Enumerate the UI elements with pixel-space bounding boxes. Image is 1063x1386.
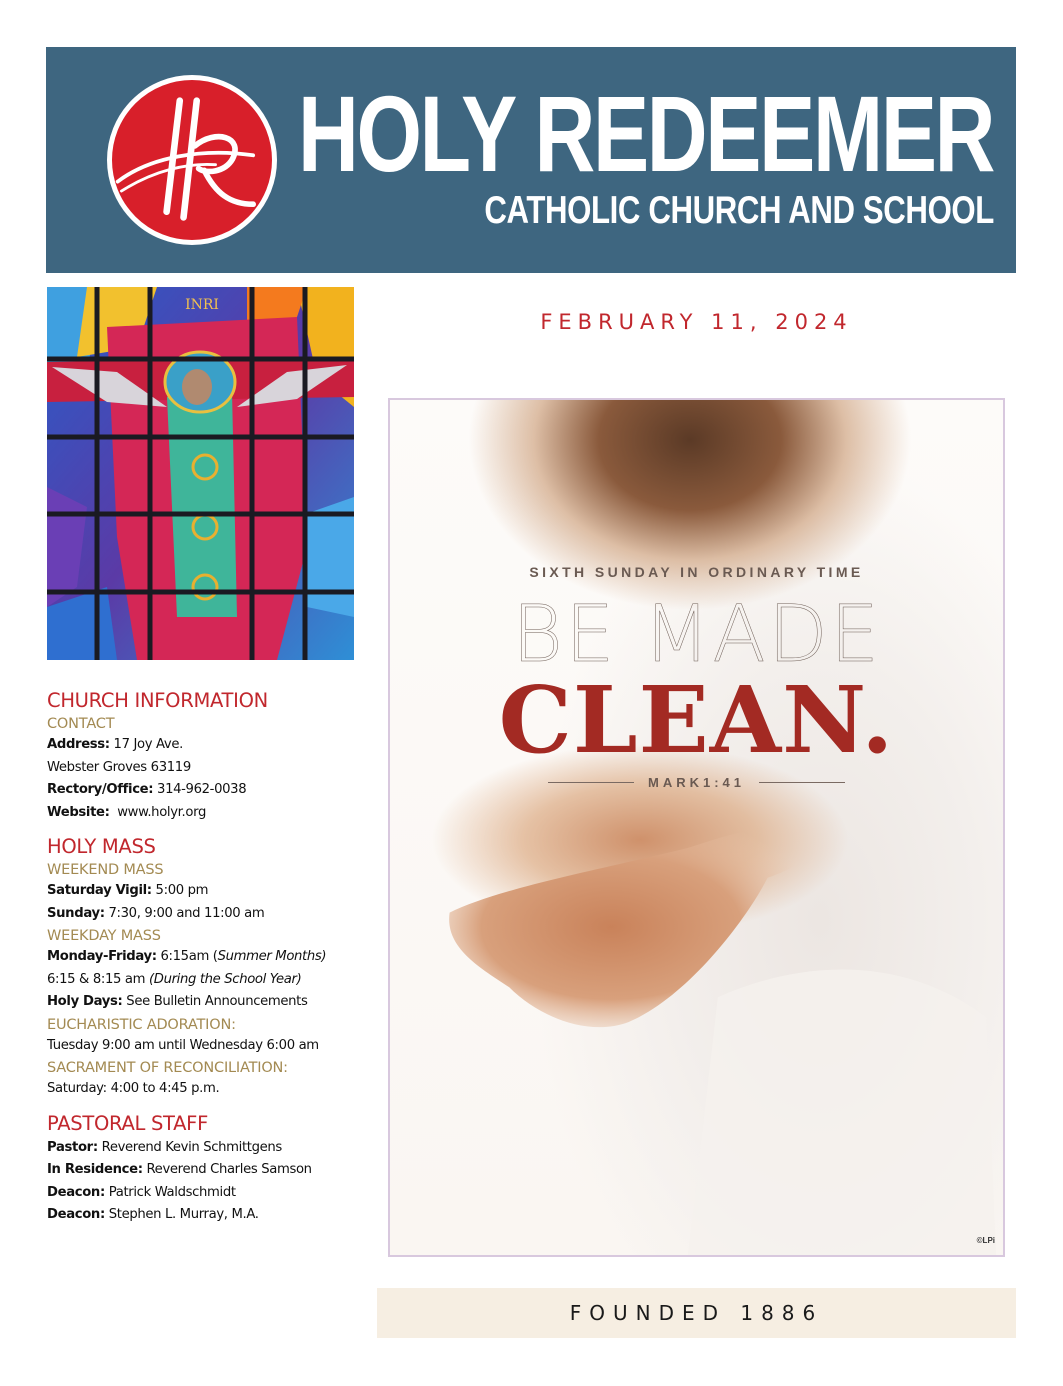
phone-value: 314-962-0038 bbox=[153, 782, 247, 797]
website-link[interactable]: www.holyr.org bbox=[109, 804, 206, 820]
reconciliation-subheading: SACRAMENT OF RECONCILIATION: bbox=[47, 1060, 288, 1076]
poster-scripture bbox=[390, 775, 1003, 790]
staff-role: Pastor: bbox=[47, 1139, 98, 1155]
staff-role: Deacon: bbox=[47, 1207, 105, 1222]
staff-role: In Residence: bbox=[47, 1162, 143, 1177]
crucifix-window-icon bbox=[47, 287, 354, 660]
saturday-time: 5:00 pm bbox=[151, 883, 209, 898]
staff-name: Patrick Waldschmidt bbox=[104, 1184, 236, 1200]
church-name: HOLY REDEEMER bbox=[298, 73, 994, 194]
saturday-label: Saturday Vigil: bbox=[47, 883, 152, 898]
staff-member bbox=[47, 1182, 367, 1205]
reconciliation-line: Saturday: 4:00 to 4:45 p.m. bbox=[47, 1081, 220, 1096]
bulletin-date: FEBRUARY 11, 2024 bbox=[540, 310, 853, 334]
staff-member bbox=[47, 1204, 367, 1227]
poster-credit: ©LPi bbox=[976, 1236, 995, 1245]
church-subtitle: CATHOLIC CHURCH AND SCHOOL bbox=[484, 189, 994, 232]
sunday-poster bbox=[388, 398, 1005, 1257]
address-label: Address: bbox=[47, 737, 110, 752]
outstretched-hand-icon bbox=[390, 400, 1003, 1255]
school-time: 6:15 & 8:15 am bbox=[47, 971, 149, 987]
poster-headline-bold: CLEAN. bbox=[498, 666, 895, 774]
school-year-line bbox=[47, 969, 367, 992]
staff-role: Deacon: bbox=[47, 1184, 105, 1200]
address-line bbox=[47, 734, 367, 757]
weekend-mass-subheading: WEEKEND MASS bbox=[47, 862, 164, 878]
stained-glass-image bbox=[47, 287, 354, 660]
holy-mass-heading: HOLY MASS bbox=[47, 835, 156, 858]
holy-days-label: Holy Days: bbox=[47, 994, 123, 1009]
school-note: (During the School Year) bbox=[148, 971, 302, 987]
website-label: Website: bbox=[47, 804, 110, 820]
address-value: 17 Joy Ave. bbox=[109, 737, 183, 752]
hr-monogram-icon bbox=[112, 80, 272, 240]
saturday-vigil-line bbox=[47, 880, 367, 903]
weekday-mass-subheading: WEEKDAY MASS bbox=[47, 928, 161, 944]
adoration-subheading: EUCHARISTIC ADORATION: bbox=[47, 1016, 236, 1033]
poster-headline-light: BE MADE bbox=[511, 590, 882, 680]
divider-left bbox=[548, 782, 634, 783]
staff-name: Reverend Kevin Schmittgens bbox=[97, 1139, 282, 1155]
church-logo bbox=[107, 75, 277, 245]
staff-name: Stephen L. Murray, M.A. bbox=[104, 1207, 259, 1222]
holy-days-value: See Bulletin Announcements bbox=[122, 994, 308, 1009]
phone-line bbox=[47, 779, 367, 802]
info-column bbox=[47, 688, 367, 1227]
website-line bbox=[47, 802, 367, 825]
header-banner bbox=[46, 47, 1016, 273]
divider-right bbox=[759, 782, 845, 783]
adoration-line: Tuesday 9:00 am until Wednesday 6:00 am bbox=[47, 1037, 319, 1053]
sunday-label: Sunday: bbox=[47, 905, 105, 921]
mf-note: Summer Months) bbox=[217, 949, 327, 964]
holy-days-line bbox=[47, 991, 367, 1014]
church-information-heading: CHURCH INFORMATION bbox=[47, 689, 268, 712]
mf-label: Monday-Friday: bbox=[47, 949, 157, 964]
sunday-line bbox=[47, 903, 367, 926]
address-line-2: Webster Groves 63119 bbox=[47, 759, 191, 775]
contact-subheading: CONTACT bbox=[47, 716, 115, 732]
poster-kicker: SIXTH SUNDAY IN ORDINARY TIME bbox=[529, 564, 864, 580]
mf-time: 6:15am ( bbox=[156, 949, 218, 964]
scripture-reference: MARK1:41 bbox=[647, 775, 745, 790]
staff-member bbox=[47, 1137, 367, 1160]
phone-label: Rectory/Office: bbox=[47, 782, 154, 797]
pastoral-staff-heading: PASTORAL STAFF bbox=[47, 1111, 208, 1135]
monday-friday-line bbox=[47, 946, 367, 969]
svg-text:INRI: INRI bbox=[185, 297, 219, 313]
staff-member bbox=[47, 1159, 367, 1182]
staff-name: Reverend Charles Samson bbox=[142, 1162, 312, 1177]
founded-banner: FOUNDED 1886 bbox=[377, 1288, 1016, 1338]
sunday-time: 7:30, 9:00 and 11:00 am bbox=[104, 905, 265, 921]
